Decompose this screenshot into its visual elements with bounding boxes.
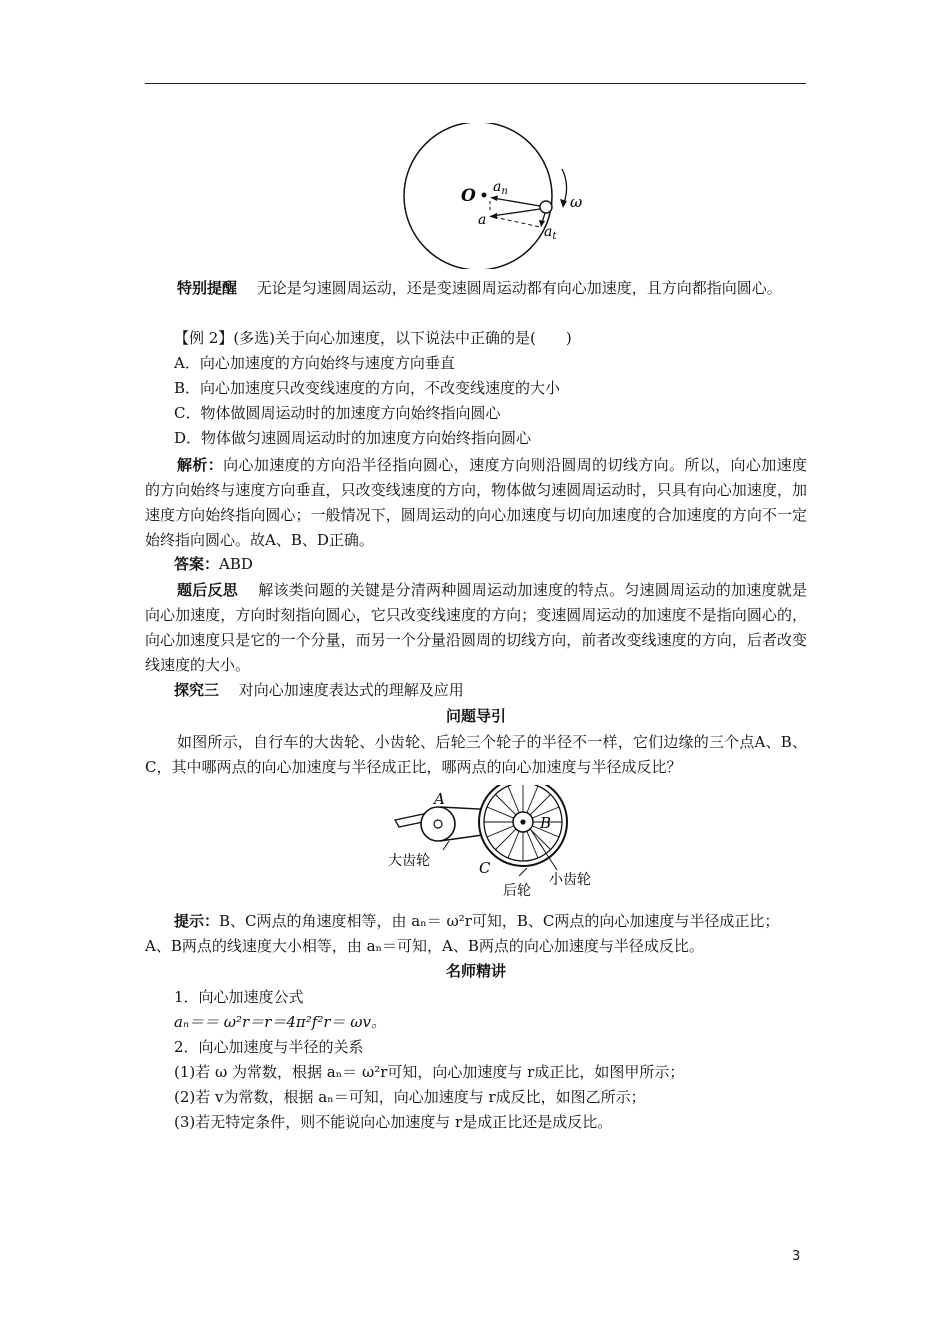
header-rule <box>145 83 806 84</box>
motion-circle <box>404 123 552 269</box>
label-at: a <box>544 224 553 240</box>
analysis-text: 向心加速度的方向沿半径指向圆心，速度方向则沿圆周的切线方向。所以，向心加速度的方向始终与速度方向垂直，只改变线速度的方向，物体做匀速圆周运动时，只具有向心加速度，加速度方向始终指向圆心；一般情况下，圆周运动的向心加速度与切向加速度的合加速度的方向不一定始终指向圆心。故A、B、D正确。 <box>145 456 807 549</box>
formula-line: aₙ＝＝ ω²r＝r＝4π²f²r＝ ωv。 <box>174 1013 387 1031</box>
guide-heading: 问题导引 <box>445 707 506 725</box>
label-small-gear: 小齿轮 <box>549 872 591 888</box>
item2-2: (2)若 v为常数，根据 aₙ＝可知，向心加速度与 r成反比，如图乙所示； <box>174 1088 646 1106</box>
item1-title: 1．向心加速度公式 <box>174 988 304 1006</box>
section3-title <box>174 678 836 703</box>
item2-1: (1)若 ω 为常数，根据 aₙ＝ ω²r可知，向心加速度与 r成正比，如图甲所示； <box>174 1063 685 1081</box>
answer-text: ABD <box>219 555 253 573</box>
section3-title-text: 对向心加速度表达式的理解及应用 <box>238 681 464 699</box>
analysis-label: 解析： <box>177 456 224 474</box>
option-b: B．向心加速度只改变线速度的方向，不改变线速度的大小 <box>174 379 561 397</box>
answer-line <box>174 552 836 577</box>
item2-3: (3)若无特定条件，则不能说向心加速度与 r是成正比还是成反比。 <box>174 1113 613 1131</box>
tip-heading: 特别提醒 <box>177 279 238 297</box>
example-label: 【例 2】 <box>174 329 234 347</box>
center-point <box>482 193 487 198</box>
answer-label: 答案： <box>174 555 220 573</box>
guide-paragraph: 如图所示，自行车的大齿轮、小齿轮、后轮三个轮子的半径不一样，它们边缘的三个点A、B、C，其中哪两点的向心加速度与半径成正比，哪两点的向心加速度与半径成反比？ <box>145 733 807 776</box>
example-stem <box>174 326 836 351</box>
label-a: a <box>478 212 487 228</box>
page-number: 3 <box>792 1249 801 1264</box>
option-d: D．物体做匀速圆周运动时的加速度方向始终指向圆心 <box>174 429 532 447</box>
hint-text-1: B、C两点的角速度相等，由 aₙ＝ ω²r可知，B、C两点的向心加速度与半径成正比； <box>219 912 780 930</box>
label-big-gear: 大齿轮 <box>388 853 430 869</box>
reflection-label: 题后反思 <box>177 581 238 599</box>
label-rear-wheel: 后轮 <box>503 883 531 899</box>
analysis-paragraph <box>145 453 807 553</box>
big-gear <box>421 807 455 841</box>
svg-text:an <box>493 179 508 197</box>
option-c: C．物体做圆周运动时的加速度方向始终指向圆心 <box>174 404 501 422</box>
reflection-paragraph <box>145 578 807 678</box>
label-omega: ω <box>570 193 583 211</box>
label-at-sub: t <box>552 231 557 242</box>
lecture-heading: 名师精讲 <box>445 962 506 980</box>
reflection-text: 解该类问题的关键是分清两种圆周运动加速度的特点。匀速圆周运动的加速度就是向心加速度，方向时刻指向圆心，它只改变线速度的方向；变速圆周运动的加速度不是指向圆心的，向心加速度只是它的一个分量，而另一个分量沿圆周的切线方向，前者改变线速度的方向，后者改变线速度的大小。 <box>145 581 807 674</box>
moving-particle <box>540 201 552 213</box>
tip-paragraph <box>145 276 807 301</box>
label-o: O <box>461 186 476 206</box>
hint-label: 提示： <box>174 912 220 930</box>
section3-label: 探究三 <box>174 681 220 699</box>
tip-text: 无论是匀速圆周运动，还是变速圆周运动都有向心加速度，且方向都指向圆心。 <box>256 279 782 297</box>
label-point-c: C <box>479 859 491 877</box>
bicycle-gear-figure <box>385 785 605 907</box>
hint-line-2: A、B两点的线速度大小相等，由 aₙ＝可知，A、B两点的向心加速度与半径成反比。 <box>145 937 704 955</box>
label-point-b: B <box>540 814 552 832</box>
svg-text:at <box>544 224 557 242</box>
label-point-a: A <box>434 790 445 808</box>
example-stem-text: (多选)关于向心加速度，以下说法中正确的是( ) <box>233 329 572 347</box>
label-an-sub: n <box>501 186 508 197</box>
option-a: A．向心加速度的方向始终与速度方向垂直 <box>174 354 455 372</box>
item2-title: 2．向心加速度与半径的关系 <box>174 1038 364 1056</box>
circular-motion-figure <box>398 123 598 269</box>
label-an: a <box>493 179 502 195</box>
hint-line-1 <box>174 909 836 934</box>
